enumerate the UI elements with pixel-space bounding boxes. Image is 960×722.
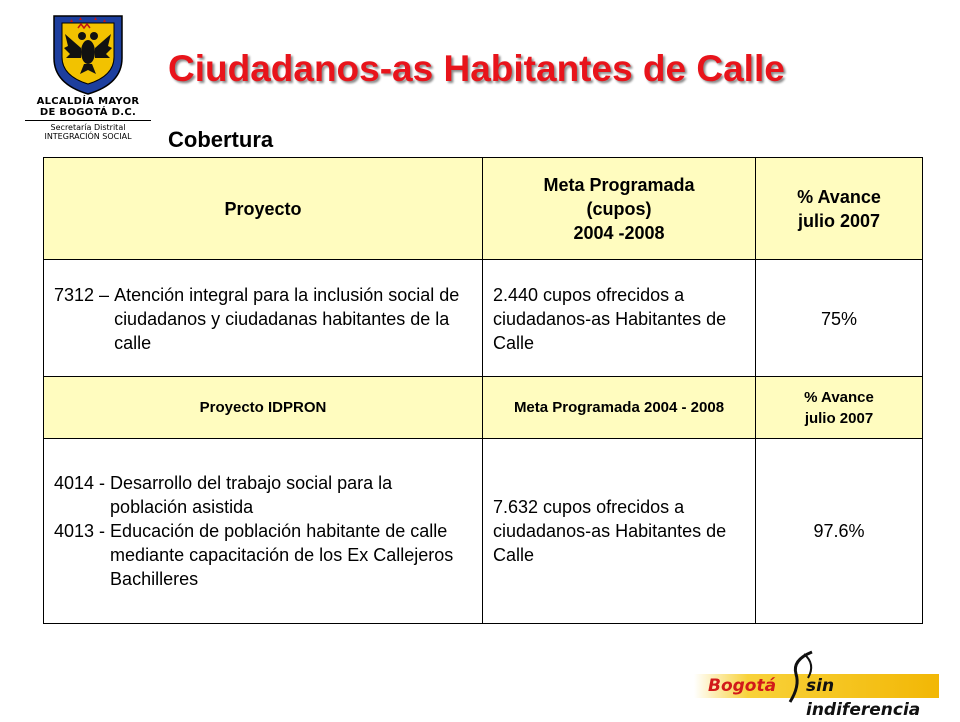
coverage-table-2 bbox=[43, 376, 923, 624]
header-project: Proyecto bbox=[44, 158, 483, 260]
header-progress: % Avance julio 2007 bbox=[756, 377, 923, 439]
table-header-row bbox=[44, 158, 923, 260]
progress-cell: 97.6% bbox=[756, 439, 923, 624]
header-goal: Meta Programada (cupos) 2004 -2008 bbox=[483, 158, 756, 260]
project-cell bbox=[44, 439, 483, 624]
table-header-row bbox=[44, 377, 923, 439]
page-subtitle: Cobertura bbox=[168, 127, 274, 152]
project-item bbox=[54, 519, 472, 591]
project-item bbox=[54, 471, 472, 519]
project-name: Atención integral para la inclusión social de ciudadanos y ciudadanas habitantes de la calle bbox=[114, 285, 460, 353]
logo-line-3: Secretaría Distrital bbox=[50, 123, 126, 132]
project-name: Desarrollo del trabajo social para la población asistida bbox=[110, 473, 393, 517]
project-code: 7312 – bbox=[54, 285, 115, 305]
table-row bbox=[44, 439, 923, 624]
alcaldia-logo bbox=[18, 12, 158, 152]
coverage-table-1 bbox=[43, 157, 923, 379]
project-code: 4014 - bbox=[54, 473, 111, 493]
header-progress: % Avance julio 2007 bbox=[756, 158, 923, 260]
progress-cell: 75% bbox=[756, 260, 923, 379]
project-cell bbox=[44, 260, 483, 379]
header-goal: Meta Programada 2004 - 2008 bbox=[483, 377, 756, 439]
goal-cell: 7.632 cupos ofrecidos a ciudadanos-as Habitantes de Calle bbox=[483, 439, 756, 624]
table-row bbox=[44, 260, 923, 379]
brand-word-sin-indiferencia: sin indiferencia bbox=[806, 676, 921, 720]
project-name: Educación de población habitante de calle mediante capacitación de los Ex Callejeros Bachilleres bbox=[110, 521, 454, 589]
bogota-sin-indiferencia-logo bbox=[694, 662, 939, 720]
brand-word-bogota: Bogotá bbox=[708, 676, 777, 696]
logo-divider bbox=[25, 120, 151, 121]
logo-line-2: DE BOGOTÁ D.C. bbox=[39, 107, 137, 118]
logo-line-4: INTEGRACIÓN SOCIAL bbox=[44, 132, 132, 141]
bogota-shield-icon bbox=[48, 12, 128, 96]
page-title: Ciudadanos-as Habitantes de Calle bbox=[168, 48, 785, 89]
logo-line-1: ALCALDÍA MAYOR bbox=[36, 96, 140, 107]
project-code: 4013 - bbox=[54, 521, 111, 541]
goal-cell: 2.440 cupos ofrecidos a ciudadanos-as Habitantes de Calle bbox=[483, 260, 756, 379]
header-project-idpron: Proyecto IDPRON bbox=[44, 377, 483, 439]
